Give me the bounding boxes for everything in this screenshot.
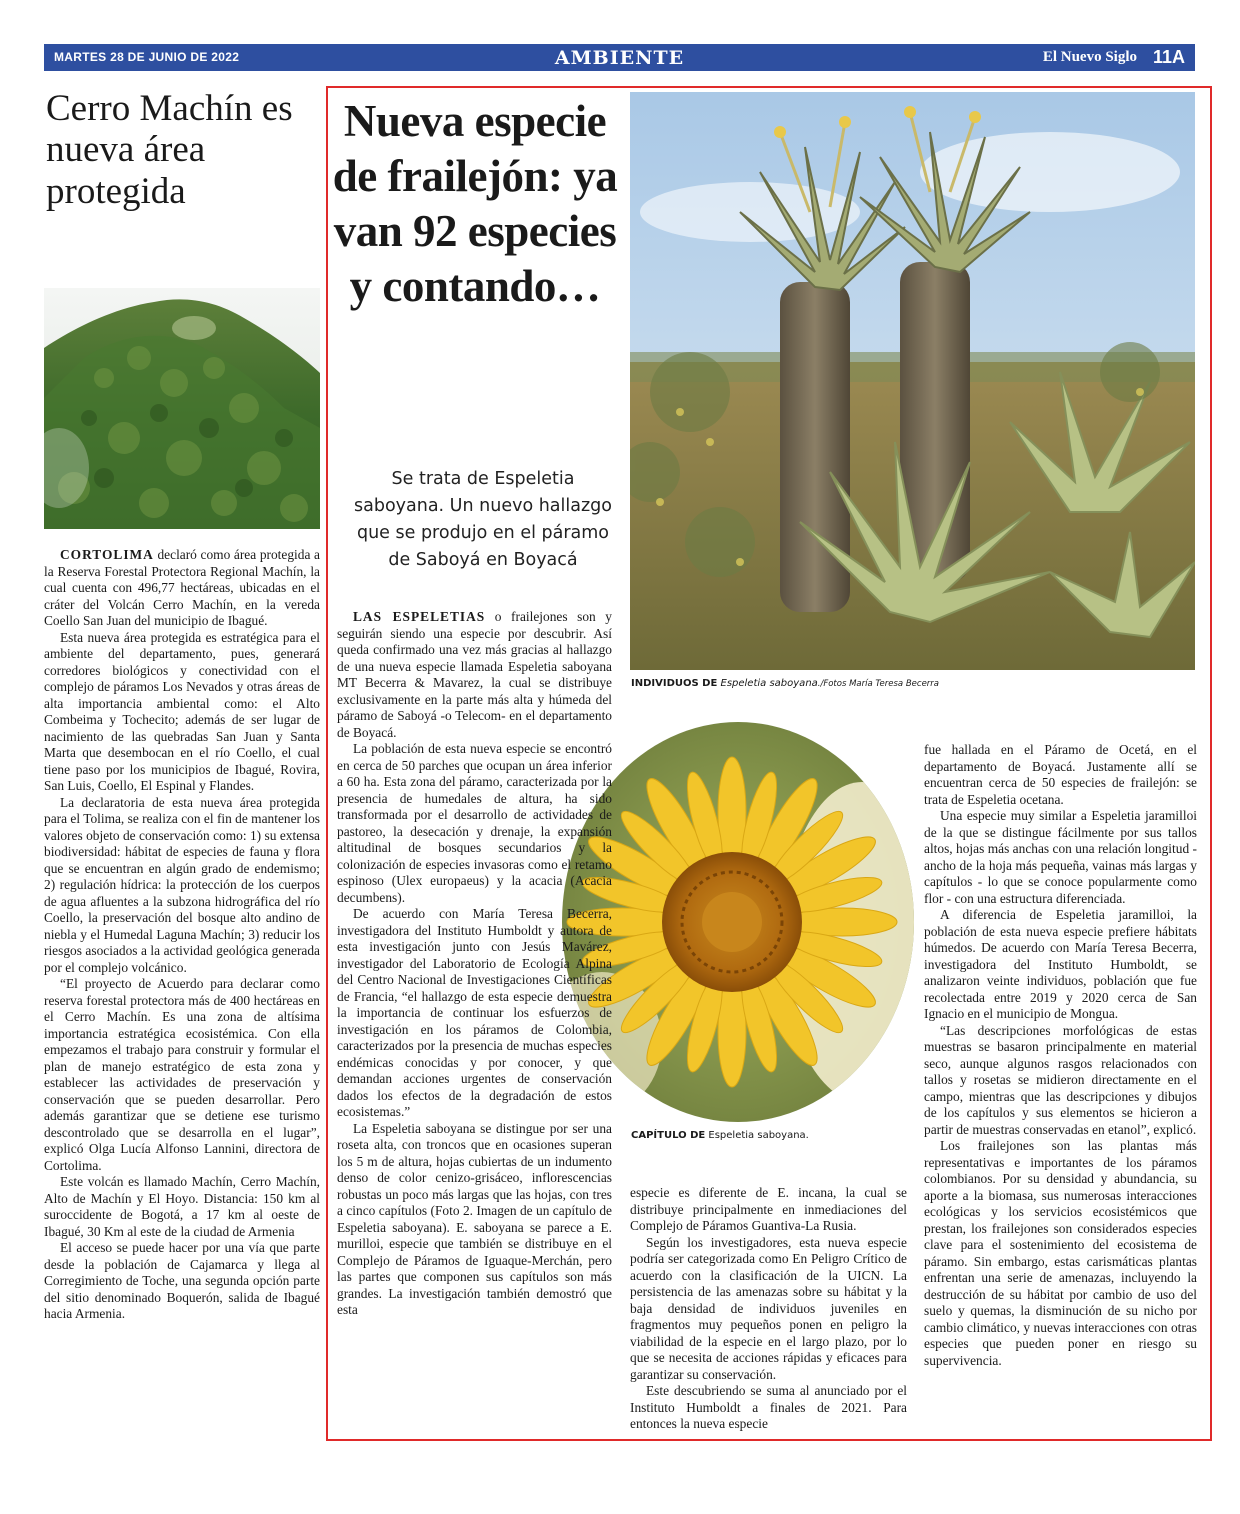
cerro-machin-photo [44, 288, 320, 529]
main-paragraph: Los frailejones son las plantas más representativas e importantes de los páramos colombianos. Por su densidad y abundancia, su aporte a la biomasa, sus numerosas interacciones ecológicas y los servicios ecosistémicos que prestan, los frailejones son considerados especies clave para el sostenimiento del ecosistema de páramo. Sin embargo, estas carismáticas plantas enfrentan una serie de amenazas, incluyendo la destrucción de su hábitat por cambio de uso del suelo y quemas, la disminución de su nicho por cambio climático, y nuevas interacciones con otras especies que pueden poner en riesgo su supervivencia. [924, 1138, 1197, 1368]
main-paragraph: LAS ESPELETIAS o frailejones son y seguirán siendo una especie por descubrir. Así queda confirmado una vez más gracias al hallazgo de una nueva especie llamada Espeletia saboyana MT Becerra & Mavarez, la cual se distribuye exclusivamente en la parte más alta y húmeda del páramo de Saboyá -o Telecom- en el departamento de Boyacá. [337, 609, 612, 740]
main-paragraph: Una especie muy similar a Espeletia jaramilloi de la que se distingue fácilmente por sus tallos altos, hojas más anchas con una relación longitud - ancho de la hoja más pequeña, vainas más largas y capítulos - lo que se conoce popularmente como flor - con una estructura diferenciada. [924, 808, 1197, 906]
newspaper-name: El Nuevo Siglo [1042, 49, 1137, 65]
left-paragraph: Este volcán es llamado Machín, Cerro Machín, Alto de Machín y El Hoyo. Distancia: 150 km al suroccidente de Bogotá, a 17 km al oeste de Ibagué, 30 Km al este de la ciudad de Armenia [44, 1174, 320, 1239]
main-kicker: LAS ESPELETIAS [353, 609, 486, 624]
photo1-caption: INDIVIDUOS DE Espeletia saboyana./Fotos María Teresa Becerra [631, 678, 940, 689]
section-name: AMBIENTE [554, 47, 685, 69]
main-paragraph: La población de esta nueva especie se encontró en cerca de 50 parches que ocupan un área inferior a 60 ha. Esta zona del páramo, caracterizada por la presencia de humedales de altura, ha sido transformada por el desarrollo de actividades de pastoreo, la desecación y drenaje, la expansión altitudinal de bosques secundarios y la colonización de especies invasoras como el retamo espinoso (Ulex europaeus) y la acacia (Acacia decumbens). [337, 741, 612, 905]
issue-date: MARTES 28 DE JUNIO DE 2022 [54, 50, 240, 64]
frailejones-photo [630, 92, 1195, 670]
photo2-caption: CAPÍTULO DE Espeletia saboyana. [631, 1130, 809, 1141]
main-paragraph: De acuerdo con María Teresa Becerra, investigadora del Instituto Humboldt y autora de esta investigación junto con Jesús Mavárez, investigador del Laboratorio de Ecología Alpina del Centro Nacional de Investigaciones Científicas de Francia, “el hallazgo de esta especie demuestra la importancia de continuar los esfuerzos de investigación en los páramos de Colombia, caracterizados por la presencia de muchas especies endémicas conocidas y por conocer, y que demandan acciones urgentes de conservación dados los efectos de la degradación de estos ecosistemas.” [337, 906, 612, 1119]
capitulo-flower-photo [562, 722, 914, 1122]
left-paragraph: CORTOLIMA declaró como área protegida a la Reserva Forestal Protectora Regional Machín, la cual cuenta con 496,77 hectáreas, ubicadas en el cráter del Volcán Cerro Machín, en la vereda Coello San Juan del municipio de Ibagué. [44, 547, 320, 628]
main-paragraph: La Espeletia saboyana se distingue por ser una roseta alta, con troncos que en ocasiones superan los 5 m de altura, hojas cubiertas de un indumento denso de color cenizo-grisáceo, inflorescencias robustas un poco más largas que las hojas, con tres a cinco capítulos (Foto 2. Imagen de un capítulo de Espeletia saboyana). E. saboyana se parece a E. murilloi, especie que también se distribuye en el Complejo de Páramos de Iguaque-Merchán, pero las partes que componen sus capítulos son más grandes. La investigación también demostró que esta [337, 1120, 612, 1317]
main-paragraph: Este descubriendo se suma al anunciado por el Instituto Humboldt a finales de 2021. Para entonces la nueva especie [630, 1383, 907, 1431]
left-article-title: Cerro Machín es nueva área protegida [46, 88, 293, 212]
main-paragraph: fue hallada en el Páramo de Ocetá, en el departamento de Boyacá. Justamente allí se encuentran cerca de 50 especies de frailejón: se trata de Espeletia ocetana. [924, 742, 1197, 807]
left-paragraph: La declaratoria de esta nueva área protegida para el Tolima, se realiza con el fin de mantener los valores objeto de conservación como: 1) su extensa biodiversidad: hábitat de especies de fauna y flora que se encuentran en algún grado de endemismo; 2) regulación hídrica: la protección de los cuerpos de agua afluentes a la subzona hidrográfica del río Coello, la preservación del bosque alto andino de niebla y el Humedal Laguna Machín; 3) reducir los riesgos asociados a la actividad geológica generada por el complejo volcánico. [44, 794, 320, 975]
main-article-column-3 [924, 742, 1197, 1369]
section-header-bar [44, 44, 1195, 71]
left-paragraph: Esta nueva área protegida es estratégica para el ambiente del departamento, pues, generará corredores biológicos y conectividad con el complejo de páramos Los Nevados y otras áreas de alta importancia ambiental como: el Alto Combeima y Tochecito; además de ser lugar de nacimiento de las quebradas San Juan y Santa Marta que desembocan en el río Coello, el cual tiene paso por los municipios de Ibagué, Rovira, San Luis, Coello, El Espinal y Flandes. [44, 629, 320, 793]
main-paragraph: “Las descripciones morfológicas de estas muestras se basaron principalmente en material seco, aunque algunos rasgos relacionados con tallos y rosetas se midieron directamente en el campo, mientras que las descripciones y dibujos de los capítulos y sus elementos se hicieron a partir de muestras conservadas en etanol”, explicó. [924, 1022, 1197, 1137]
left-paragraph: “El proyecto de Acuerdo para declarar como reserva forestal protectora más de 400 hectáreas en el Cerro Machín. Es una zona de altísima importancia estratégica ecosistémica. Con ella empezamos el trabajo para construir y formular el plan de manejo estratégico de esta zona y establecer las actividades de preservación y conservación que se pueden desarrollar. Pero además garantizar que se detiene ese turismo descontrolado que se desarrolla en el lugar”, explicó Olga Lucía Alfonso Lannini, directora de Cortolima. [44, 976, 320, 1173]
main-paragraph: Según los investigadores, esta nueva especie podría ser categorizada como En Peligro Crítico de acuerdo con la clasificación de la UICN. La persistencia de las amenazas sobre su hábitat y la baja densidad de individuos juveniles en fragmentos muy pequeños ponen en peligro la viabilidad de la especie en el largo plazo, por lo que se necesita de acciones rápidas y eficaces para garantizar su conservación. [630, 1234, 907, 1382]
left-article-body [44, 547, 320, 1323]
main-article-headline: Nueva especie de frailejón: ya van 92 especies y contando… [332, 96, 618, 311]
main-paragraph: A diferencia de Espeletia jaramilloi, la población de esta nueva especie prefiere hábitats húmedos. De acuerdo con María Teresa Becerra, investigadora del Instituto Humboldt, se analizaron veinte individuos, población que fue recolectada entre 2019 y 2020 cerca de San Ignacio en el municipio de Mongua. [924, 907, 1197, 1021]
main-article-column-2 [630, 1185, 907, 1433]
page-number: 11A [1152, 47, 1185, 67]
main-paragraph: especie es diferente de E. incana, la cual se distribuye principalmente en inmediaciones del Complejo de Páramos Guantiva-La Rusia. [630, 1185, 907, 1233]
main-article-subtitle: Se trata de Espeletia saboyana. Un nuevo hallazgo que se produjo en el páramo de Saboyá en Boyacá [354, 469, 612, 570]
main-article-column-1 [337, 609, 612, 1319]
left-paragraph: El acceso se puede hacer por una vía que parte desde la población de Cajamarca y llega al Corregimiento de Toche, una segunda opción parte del sitio denominado Boquerón, salida de Ibagué hacia Armenia. [44, 1240, 320, 1321]
left-kicker: CORTOLIMA [60, 547, 154, 562]
